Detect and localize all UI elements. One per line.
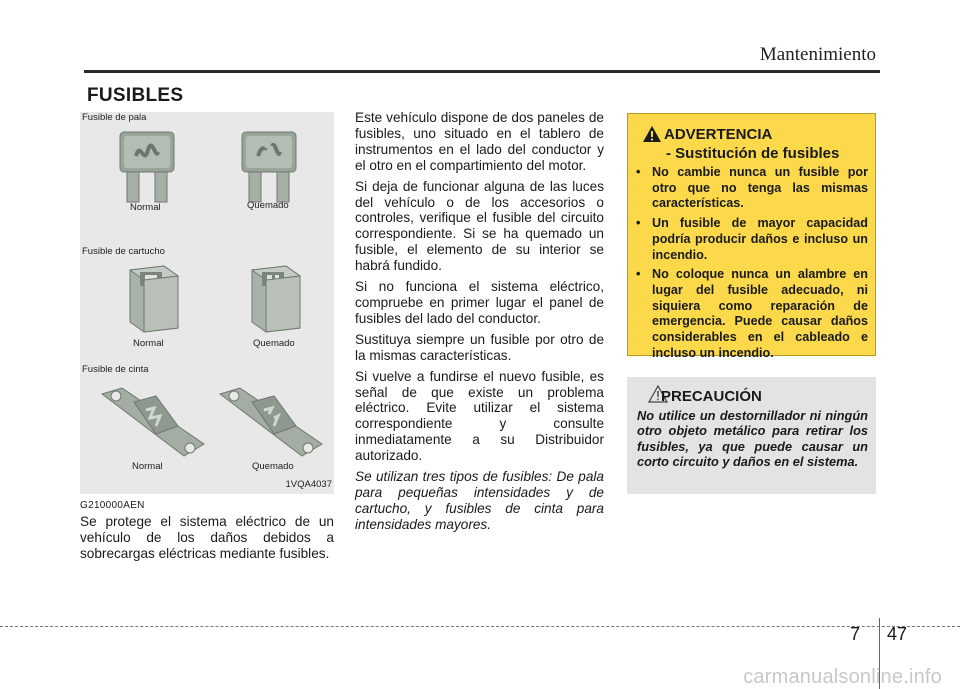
intro-paragraph: Se protege el sistema eléctrico de un vehículo de los daños debidos a sobrecargas eléctricas mediante fusibles. (80, 514, 334, 561)
blade-blown-label: Quemado (247, 200, 289, 211)
strip-normal-label: Normal (132, 461, 163, 472)
chapter-number: 7 (850, 624, 861, 644)
caution-text: No utilice un destornillador ni ningún otro objeto metálico para retirar los fusibles, ya que puede causar un corto circuito y daños en el sistema. (637, 408, 868, 470)
body-paragraph-1: Este vehículo dispone de dos paneles de fusibles, uno situado en el tablero de instrumentos en el lado del conductor y el otro en el compartimiento del motor. (355, 110, 604, 173)
strip-fuse-normal-image (98, 380, 208, 464)
strip-fuse-blown-image (216, 380, 326, 464)
body-paragraph-3: Si no funciona el sistema eléctrico, compruebe en primer lugar el panel de fusibles del lado del conductor. (355, 279, 604, 326)
strip-blown-label: Quemado (252, 461, 294, 472)
page-number: 47 (887, 624, 908, 644)
warning-subtitle: - Sustitución de fusibles (666, 145, 840, 162)
figure-code: 1VQA4037 (285, 479, 332, 490)
watermark: carmanualsonline.info (743, 666, 942, 688)
blade-fuse-heading: Fusible de pala (82, 112, 147, 123)
bullet: • (636, 165, 641, 179)
running-header: Mantenimiento (759, 44, 876, 65)
warning-title: ADVERTENCIA (664, 126, 773, 143)
bullet: • (636, 216, 641, 231)
fuse-figure (80, 112, 334, 494)
doc-code: G210000AEN (80, 500, 145, 511)
section-title: FUSIBLES (87, 85, 184, 106)
warning-item: • No cambie nunca un fusible por otro que no tenga las mismas características. (636, 165, 868, 211)
cartridge-fuse-normal-image (118, 262, 184, 334)
body-paragraph-5: Si vuelve a fundirse el nuevo fusible, es señal de que existe un problema eléctrico. Evite utilizar el sistema correspondiente y consulte inmediatamente a su Distribuidor autorizado. (355, 368, 604, 464)
caution-title: PRECAUCIÓN (661, 388, 762, 405)
body-paragraph-6: Se utilizan tres tipos de fusibles: De pala para pequeñas intensidades y de cartucho, y fusibles de cinta para intensidades mayores. (355, 469, 604, 532)
strip-fuse-heading: Fusible de cinta (82, 364, 149, 375)
blade-normal-label: Normal (130, 202, 161, 213)
footer-rule (0, 626, 960, 627)
warning-box (627, 113, 876, 360)
warning-list (632, 165, 868, 365)
blade-fuse-normal-image (118, 130, 176, 204)
cartridge-normal-label: Normal (133, 338, 164, 349)
warning-item: • No coloque nunca un alambre en lugar del fusible adecuado, ni siquiera como reparación de emergencia. Puede causar daños considerables en el cableado e incluso un incendio. (636, 267, 868, 360)
blade-fuse-blown-image (240, 130, 298, 204)
warning-item: • Un fusible de mayor capacidad podría producir daños e incluso un incendio. (636, 216, 868, 262)
cartridge-fuse-heading: Fusible de cartucho (82, 246, 165, 257)
body-paragraph-2: Si deja de funcionar alguna de las luces del vehículo o de los accesorios o controles, verifique el fusible del circuito correspondiente. Si se ha quemado un fusible, el elemento de su interior se habrá fundido. (355, 178, 604, 274)
body-paragraph-4: Sustituya siempre un fusible por otro de la mismas características. (355, 331, 604, 363)
cartridge-blown-label: Quemado (253, 338, 295, 349)
caution-box (627, 377, 876, 494)
cartridge-fuse-blown-image (240, 262, 306, 334)
bullet: • (636, 267, 641, 282)
header-rule (84, 70, 880, 73)
body-text (355, 110, 604, 538)
warning-triangle-icon (642, 125, 662, 143)
